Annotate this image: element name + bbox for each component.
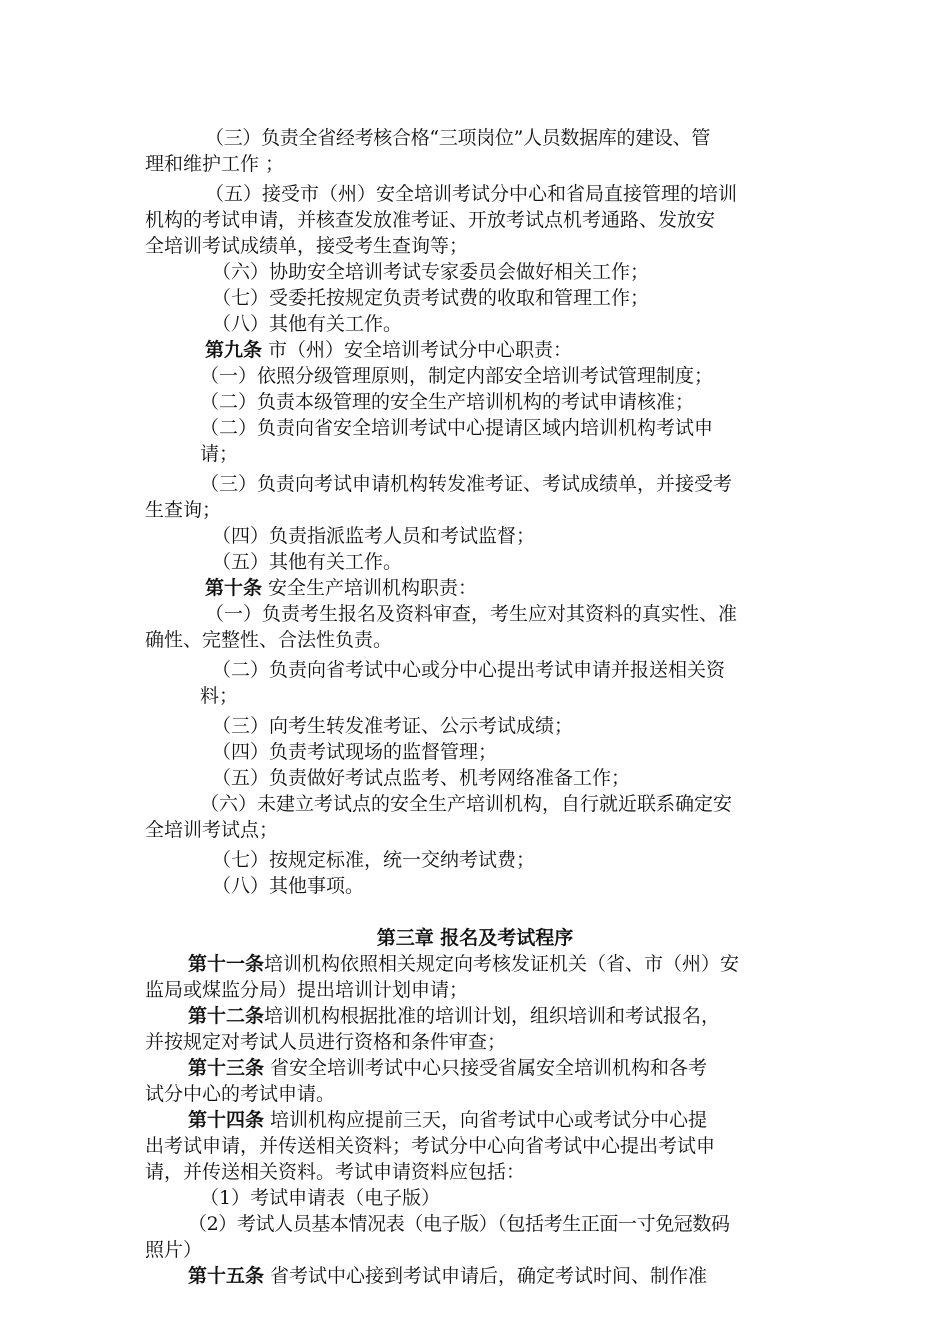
article-text: 省考试中心接到考试申请后，确定考试时间、制作准 <box>264 1265 708 1287</box>
paragraph-line: （八）其他事项。 <box>212 875 365 897</box>
paragraph-line: （五）负责做好考试点监考、机考网络准备工作； <box>212 767 631 789</box>
article-text: 安全生产培训机构职责： <box>262 577 478 599</box>
paragraph-line: 全培训考试点； <box>145 819 279 841</box>
article-number: 第十四条 <box>188 1109 265 1131</box>
paragraph-line: 并按规定对考试人员进行资格和条件审查； <box>145 1031 507 1053</box>
paragraph-line: （四）负责考试现场的监督管理； <box>212 741 498 763</box>
paragraph-line: 生查询； <box>145 499 222 521</box>
paragraph-line: 出考试申请，并传送相关资料；考试分中心向省考试中心提出考试申 <box>145 1135 716 1157</box>
article-number: 第十条 <box>205 577 263 599</box>
paragraph-line: 料； <box>200 685 239 707</box>
article-heading-line <box>188 1263 707 1289</box>
article-text: 培训机构应提前三天，向省考试中心或考试分中心提 <box>264 1109 708 1131</box>
paragraph-line: 照片） <box>145 1239 203 1261</box>
paragraph-line: （七）受委托按规定负责考试费的收取和管理工作； <box>212 287 650 309</box>
paragraph-line: 机构的考试申请，并核查发放准考证、开放考试点机考通路、发放安 <box>145 209 716 231</box>
article-heading-line <box>188 1003 720 1029</box>
article-heading-line <box>188 951 739 977</box>
article-number: 第十一条 <box>188 953 265 975</box>
paragraph-line: 理和维护工作 ； <box>145 153 285 175</box>
paragraph-line: 试分中心的考试申请。 <box>145 1083 336 1105</box>
article-text: 省安全培训考试中心只接受省属安全培训机构和各考 <box>264 1057 708 1079</box>
paragraph-line: （一）依照分级管理原则，制定内部安全培训考试管理制度； <box>200 365 714 387</box>
paragraph-line: （二）负责向省考试中心或分中心提出考试申请并报送相关资 <box>212 659 726 681</box>
paragraph-line: （二）负责向省安全培训考试中心提请区域内培训机构考试申 <box>200 417 714 439</box>
paragraph-line: （三）负责全省经考核合格“三项岗位”人员数据库的建设、管 <box>205 127 711 149</box>
article-number: 第十二条 <box>188 1005 265 1027</box>
paragraph-line: （三）向考生转发准考证、公示考试成绩； <box>212 715 574 737</box>
paragraph-line: （四）负责指派监考人员和考试监督； <box>212 525 536 547</box>
paragraph-line: （2）考试人员基本情况表（电子版）（包括考生正面一寸免冠数码 <box>188 1213 730 1235</box>
article-number: 第十五条 <box>188 1265 265 1287</box>
article-text: 培训机构根据批准的培训计划，组织培训和考试报名， <box>264 1005 721 1027</box>
article-text: 市（州）安全培训考试分中心职责： <box>262 339 573 361</box>
article-heading-line <box>205 337 572 363</box>
paragraph-line: 请，并传送相关资料。考试申请资料应包括： <box>145 1161 526 1183</box>
paragraph-line: （八）其他有关工作。 <box>212 313 403 335</box>
paragraph-line: （二）负责本级管理的安全生产培训机构的考试申请核准； <box>200 391 695 413</box>
article-heading-line <box>188 1107 707 1133</box>
paragraph-line: （七）按规定标准，统一交纳考试费； <box>212 849 536 871</box>
paragraph-line: 请； <box>200 443 239 465</box>
paragraph-line: （五）其他有关工作。 <box>212 551 403 573</box>
article-heading-line <box>188 1055 707 1081</box>
article-number: 第十三条 <box>188 1057 265 1079</box>
paragraph-line: （一）负责考生报名及资料审查，考生应对其资料的真实性、准 <box>205 603 738 625</box>
article-text: 培训机构依照相关规定向考核发证机关（省、市（州）安 <box>264 953 740 975</box>
paragraph-line: 全培训考试成绩单，接受考生查询等； <box>145 235 469 257</box>
article-heading-line <box>205 575 477 601</box>
paragraph-line: （三）负责向考试申请机构转发准考证、考试成绩单，并接受考 <box>200 473 733 495</box>
paragraph-line: 确性、完整性、合法性负责。 <box>145 629 393 651</box>
paragraph-line: （五）接受市（州）安全培训考试分中心和省局直接管理的培训 <box>205 183 738 205</box>
paragraph-line: （1）考试申请表（电子版） <box>200 1187 441 1209</box>
paragraph-line: 监局或煤监分局）提出培训计划申请； <box>145 979 469 1001</box>
article-number: 第九条 <box>205 339 263 361</box>
chapter-title: 第三章 报名及考试程序 <box>376 927 574 949</box>
paragraph-line: （六）未建立考试点的安全生产培训机构，自行就近联系确定安 <box>200 793 733 815</box>
paragraph-line: （六）协助安全培训考试专家委员会做好相关工作； <box>212 261 650 283</box>
